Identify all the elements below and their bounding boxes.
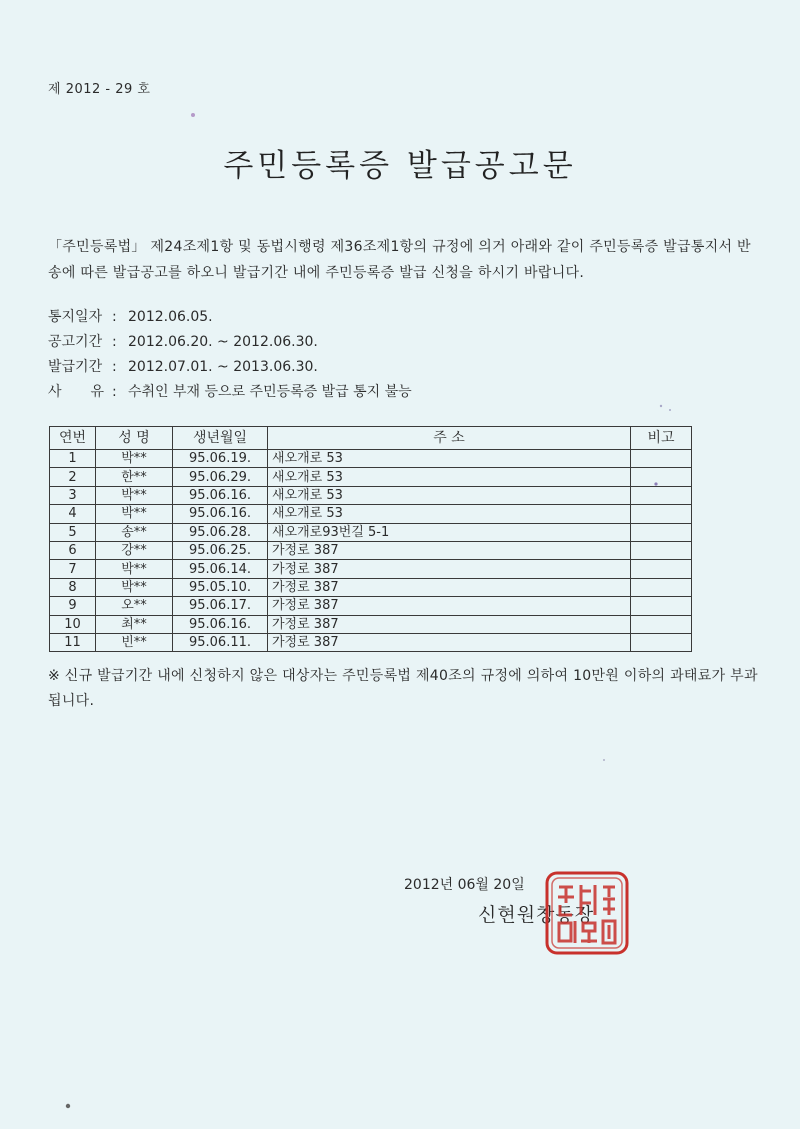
cell-birth: 95.06.29. <box>173 468 268 486</box>
cell-no: 3 <box>50 486 96 504</box>
header-no: 연번 <box>50 427 96 450</box>
cell-birth: 95.06.16. <box>173 486 268 504</box>
cell-no: 8 <box>50 578 96 596</box>
cell-no: 11 <box>50 633 96 651</box>
cell-no: 6 <box>50 541 96 559</box>
cell-address: 가정로 387 <box>268 597 631 615</box>
cell-address: 가정로 387 <box>268 615 631 633</box>
separator: : <box>112 384 117 400</box>
cell-no: 4 <box>50 505 96 523</box>
cell-no: 7 <box>50 560 96 578</box>
penalty-footnote: ※ 신규 발급기간 내에 신청하지 않은 대상자는 주민등록법 제40조의 규정에 의하여 10만원 이하의 과태료가 부과됩니다. <box>48 668 758 709</box>
document-title: 주민등록증 발급공고문 <box>223 148 577 184</box>
cell-name: 박** <box>96 560 173 578</box>
reason-label-char-2: 유 <box>90 384 104 400</box>
cell-birth: 95.06.25. <box>173 541 268 559</box>
issue-date: 2012년 06월 20일 <box>404 877 525 893</box>
cell-address: 새오개로93번길 5-1 <box>268 523 631 541</box>
cell-birth: 95.06.14. <box>173 560 268 578</box>
cell-no: 9 <box>50 597 96 615</box>
cell-birth: 95.05.10. <box>173 578 268 596</box>
cell-address: 새오개로 53 <box>268 486 631 504</box>
cell-name: 박** <box>96 505 173 523</box>
issue-period-value: 2012.07.01. ~ 2013.06.30. <box>128 359 318 375</box>
cell-birth: 95.06.11. <box>173 633 268 651</box>
issue-period-label: 발급기간 <box>48 359 103 375</box>
announce-period-label: 공고기간 <box>48 334 103 350</box>
cell-address: 가정로 387 <box>268 541 631 559</box>
cell-name: 강** <box>96 541 173 559</box>
header-name: 성 명 <box>96 427 173 450</box>
cell-name: 박** <box>96 578 173 596</box>
cell-address: 새오개로 53 <box>268 450 631 468</box>
cell-no: 10 <box>50 615 96 633</box>
cell-no: 1 <box>50 450 96 468</box>
notice-date-label: 통지일자 <box>48 309 103 325</box>
cell-name: 빈** <box>96 633 173 651</box>
announce-period-value: 2012.06.20. ~ 2012.06.30. <box>128 334 318 350</box>
cell-address: 가정로 387 <box>268 578 631 596</box>
separator: : <box>112 359 117 375</box>
cell-birth: 95.06.16. <box>173 505 268 523</box>
reason-value: 수취인 부재 등으로 주민등록증 발급 통지 불능 <box>128 384 412 400</box>
cell-name: 박** <box>96 486 173 504</box>
cell-name: 오** <box>96 597 173 615</box>
cell-no: 2 <box>50 468 96 486</box>
cell-birth: 95.06.28. <box>173 523 268 541</box>
separator: : <box>112 309 117 325</box>
cell-address: 가정로 387 <box>268 633 631 651</box>
signer-name: 신현원창동장 <box>478 904 595 926</box>
cell-name: 한** <box>96 468 173 486</box>
notice-date-value: 2012.06.05. <box>128 309 213 325</box>
cell-name: 박** <box>96 450 173 468</box>
cell-birth: 95.06.17. <box>173 597 268 615</box>
header-note: 비고 <box>631 427 692 450</box>
cell-name: 송** <box>96 523 173 541</box>
cell-address: 새오개로 53 <box>268 468 631 486</box>
cell-birth: 95.06.19. <box>173 450 268 468</box>
cell-no: 5 <box>50 523 96 541</box>
document-number: 제 2012 - 29 호 <box>48 82 151 97</box>
cell-name: 최** <box>96 615 173 633</box>
separator: : <box>112 334 117 350</box>
cell-birth: 95.06.16. <box>173 615 268 633</box>
reason-label-char-1: 사 <box>48 384 62 400</box>
cell-address: 가정로 387 <box>268 560 631 578</box>
intro-paragraph: 「주민등록법」 제24조제1항 및 동법시행령 제36조제1항의 규정에 의거 아래와 같이 주민등록증 발급통지서 반송에 따른 발급공고를 하오니 발급기간 내에 주민등록증 발급 신청을 하시기 바랍니다. <box>48 239 751 281</box>
cell-address: 새오개로 53 <box>268 505 631 523</box>
header-birth: 생년월일 <box>173 427 268 450</box>
header-address: 주 소 <box>268 427 631 450</box>
